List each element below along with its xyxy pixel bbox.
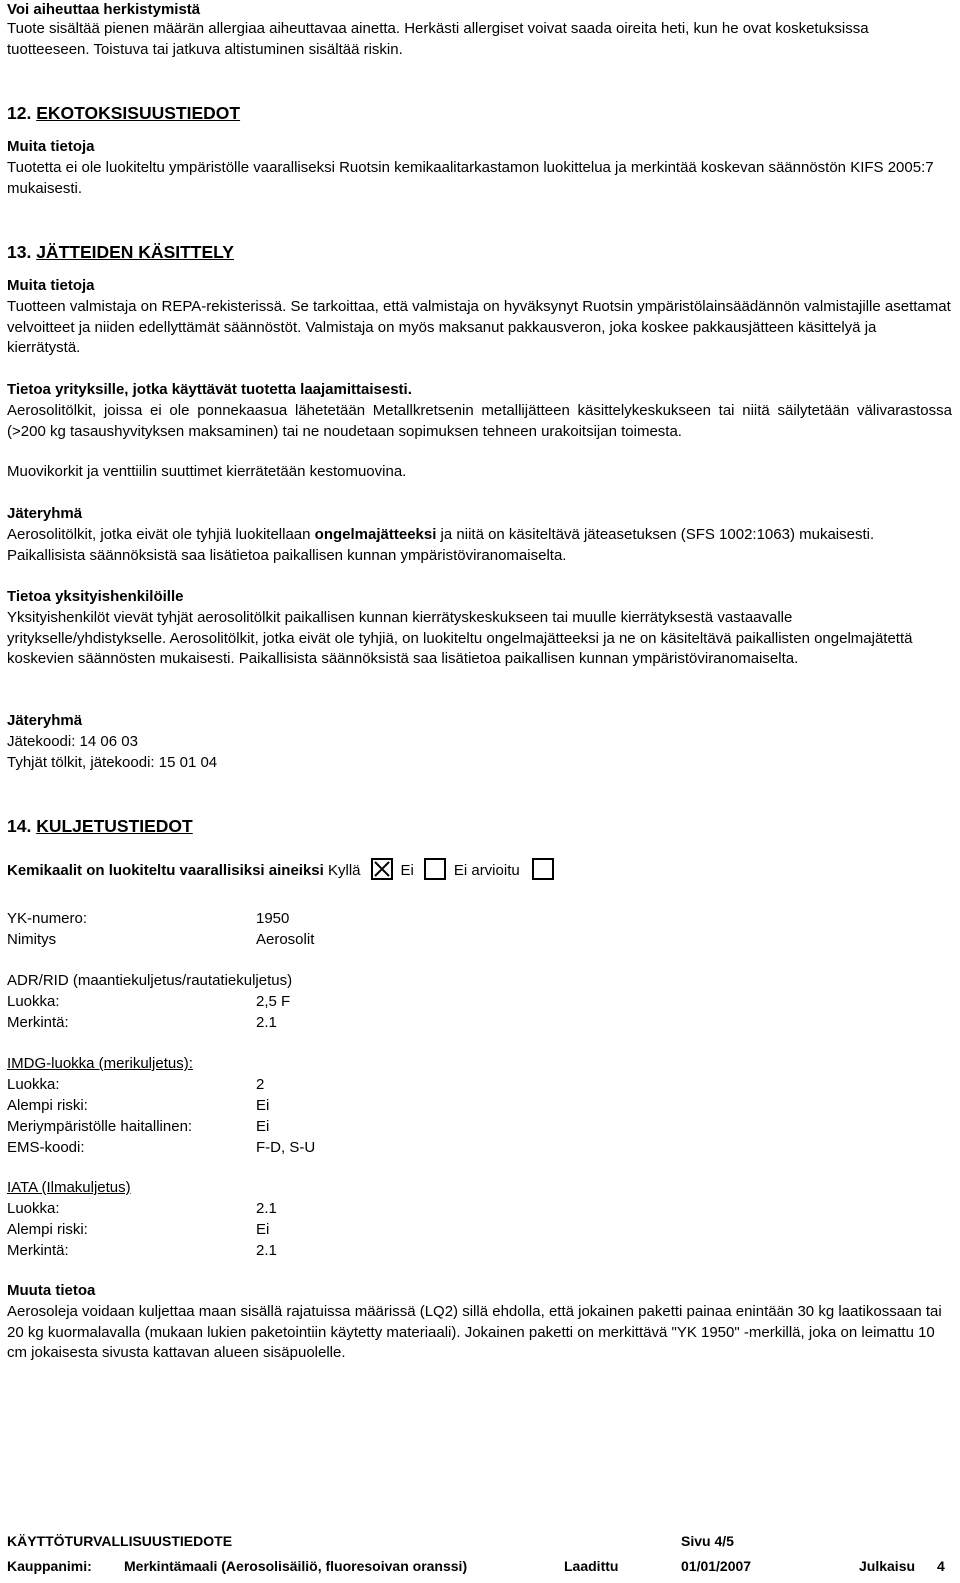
footer-version-label: Julkaisu (859, 1558, 916, 1574)
imdg-class-label: Luokka: (7, 1076, 60, 1093)
other-info-heading: Muuta tietoa (7, 1282, 96, 1299)
option-unassessed-checkbox[interactable] (532, 858, 554, 880)
shipping-name-value: Aerosolit (256, 931, 315, 948)
section-12-text: Tuotetta ei ole luokiteltu ympäristölle vaaralliseksi Ruotsin kemikaalitarkastamon luokittelua ja merkintää koskevan säännöstön KIFS 2005:7 mukaisesti. (7, 159, 934, 197)
iata-title: IATA (Ilmakuljetus) (7, 1179, 131, 1196)
waste-code: Jätekoodi: 14 06 03 (7, 733, 138, 750)
section-12-subheading: Muita tietoja (7, 138, 95, 155)
section-14-heading (7, 815, 952, 837)
option-unassessed-label: Ei arvioitu (453, 862, 520, 879)
footer-trade-name-value: Merkintämaali (Aerosolisäiliö, fluoresoivan oranssi) (124, 1558, 468, 1574)
business-info-text: Aerosolitölkit, joissa ei ole ponnekaasua lähetetään Metallkretsenin metallijätteen käsittelykeskukseen tai niitä säilytetään välivarastossa (>200 kg tasaushyvityksen maksaminen) tai ne noudetaan sopimuksen tehneen urakoitsijan toimesta. (7, 402, 952, 440)
empty-cans-waste-code: Tyhjät tölkit, jätekoodi: 15 01 04 (7, 754, 218, 771)
adr-class-label: Luokka: (7, 993, 60, 1010)
waste-group-text-pre: Aerosolitölkit, jotka eivät ole tyhjiä luokitellaan (7, 526, 315, 543)
other-info-text: Aerosoleja voidaan kuljettaa maan sisällä rajatuissa määrissä (LQ2) sillä ehdolla, että jokainen paketti painaa enintään 30 kg laatikossaan tai 20 kg kuormalavalla (mukaan lukien paketointiin käytetty materiaali). Jokainen paketti on merkittävä "YK 1950" -merkillä, joka on leimattu 10 cm jokaisesta sivusta kattavan alueen sisäpuolelle. (7, 1303, 942, 1361)
footer-trade-name-label: Kauppanimi: (7, 1558, 92, 1574)
imdg-ems-label: EMS-koodi: (7, 1139, 85, 1156)
footer-page-number: Sivu 4/5 (681, 1533, 734, 1549)
iata-subrisk-value: Ei (256, 1221, 270, 1238)
section-13-heading (7, 241, 952, 263)
option-yes-checkbox[interactable] (371, 858, 393, 880)
imdg-title: IMDG-luokka (merikuljetus): (7, 1055, 193, 1072)
private-info-heading: Tietoa yksityishenkilöille (7, 588, 184, 605)
section-13-text: Tuotteen valmistaja on REPA-rekisterissä. Se tarkoittaa, että valmistaja on hyväksynyt Ruotsin ympäristölainsäädännön valmistajille asettamat velvoitteet ja niiden edellyttämät säännöstöt. Valmistaja on myös maksanut pakkausveron, joka koskee pakkausjätteen käsittelyä ja kierrätystä. (7, 298, 951, 356)
imdg-ems-value: F-D, S-U (256, 1139, 316, 1156)
section-12-title: EKOTOKSISUUSTIEDOT (36, 103, 241, 123)
section-13-subheading: Muita tietoja (7, 277, 95, 294)
check-x-icon (373, 860, 391, 878)
footer-document-title: KÄYTTÖTURVALLISUUSTIEDOTE (7, 1533, 233, 1549)
iata-mark-label: Merkintä: (7, 1242, 69, 1259)
adr-rid-title: ADR/RID (maantiekuljetus/rautatiekuljetus) (7, 972, 293, 989)
waste-group-2-heading: Jäteryhmä (7, 712, 83, 729)
option-no-label: Ei (400, 862, 414, 879)
section-13-number: 13. (7, 242, 32, 262)
sensitization-text: Tuote sisältää pienen määrän allergiaa aiheuttavaa ainetta. Herkästi allergiset voivat saada oireita heti, kun he ovat kosketuksissa tuotteeseen. Toistuva tai jatkuva altistuminen sisältää riskin. (7, 20, 869, 58)
adr-mark-label: Merkintä: (7, 1014, 69, 1031)
footer-row-2 (7, 1556, 952, 1576)
option-no-checkbox[interactable] (424, 858, 446, 880)
imdg-subrisk-label: Alempi riski: (7, 1097, 88, 1114)
sensitization-heading: Voi aiheuttaa herkistymistä (7, 1, 201, 18)
classification-label: Kemikaalit on luokiteltu vaarallisiksi aineiksi (7, 862, 324, 879)
imdg-class-value: 2 (256, 1076, 265, 1093)
iata-class-label: Luokka: (7, 1200, 60, 1217)
imdg-marine-pollutant-label: Meriympäristölle haitallinen: (7, 1118, 193, 1135)
option-yes-label: Kyllä (327, 862, 361, 879)
footer-row-1 (7, 1531, 952, 1551)
section-12-heading (7, 102, 952, 124)
private-info-text: Yksityishenkilöt vievät tyhjät aerosolitölkit paikallisen kunnan kierrätyskeskukseen tai muulle kierrätyksestä vastaavalle yritykselle/yhdistykselle. Aerosolitölkit, jotka eivät ole tyhjiä, on luokiteltu ongelmajätteeksi ja ne on käsiteltävä paikallisten ongelmajätettä koskevien säännösten mukaisesti. Paikallisista säännöksistä saa lisätietoa paikallisen kunnan ympäristöviranomaiselta. (7, 609, 913, 667)
dangerous-goods-classification (7, 858, 952, 882)
section-14-number: 14. (7, 816, 32, 836)
iata-mark-value: 2.1 (256, 1242, 277, 1259)
section-13-title: JÄTTEIDEN KÄSITTELY (36, 242, 234, 262)
business-info-heading: Tietoa yrityksille, jotka käyttävät tuotetta laajamittaisesti. (7, 381, 412, 398)
section-12-number: 12. (7, 103, 32, 123)
iata-class-value: 2.1 (256, 1200, 277, 1217)
footer-version-value: 4 (937, 1558, 945, 1574)
adr-mark-value: 2.1 (256, 1014, 277, 1031)
adr-class-value: 2,5 F (256, 993, 291, 1010)
waste-group-text (7, 525, 952, 566)
section-14-title: KULJETUSTIEDOT (36, 816, 193, 836)
waste-group-text-post: ja niitä on käsiteltävä jäteasetuksen (SFS 1002:1063) mukaisesti. Paikallisista säännöksistä saa lisätietoa paikallisen kunnan ympäristöviranomaiselta. (7, 526, 875, 564)
imdg-subrisk-value: Ei (256, 1097, 270, 1114)
footer-prepared-date: 01/01/2007 (681, 1558, 752, 1574)
shipping-name-label: Nimitys (7, 931, 57, 948)
business-info-text-plastic: Muovikorkit ja venttiilin suuttimet kierrätetään kestomuovina. (7, 463, 407, 480)
footer-prepared-label: Laadittu (564, 1558, 619, 1574)
un-number-label: YK-numero: (7, 910, 88, 927)
imdg-marine-pollutant-value: Ei (256, 1118, 270, 1135)
waste-group-heading: Jäteryhmä (7, 505, 83, 522)
un-number-value: 1950 (256, 910, 290, 927)
waste-group-text-bold: ongelmajätteeksi (314, 526, 437, 543)
iata-subrisk-label: Alempi riski: (7, 1221, 88, 1238)
